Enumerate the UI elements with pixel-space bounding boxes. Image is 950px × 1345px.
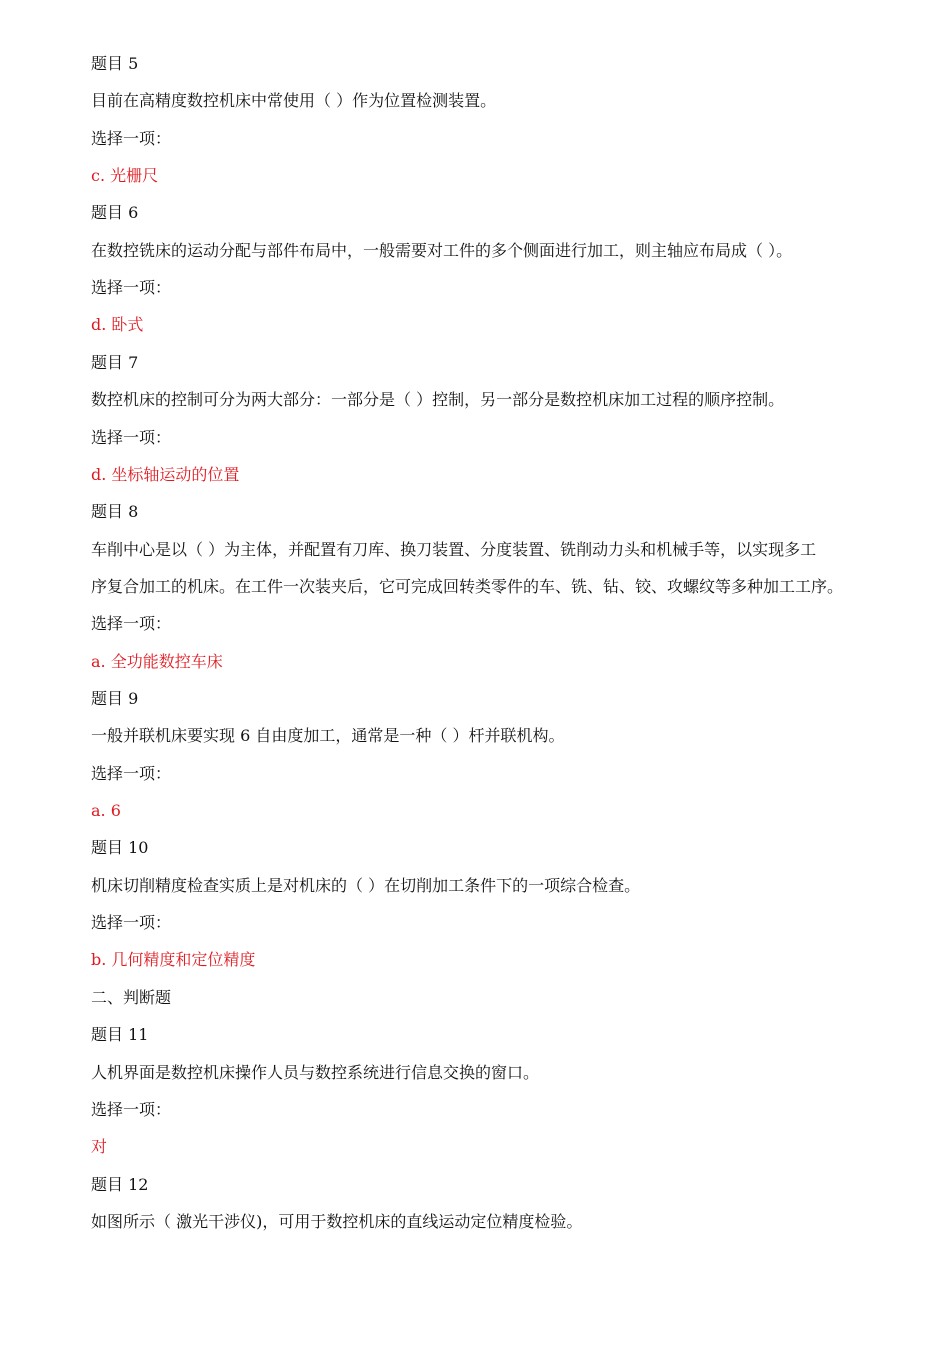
- answer-text: b. 几何精度和定位精度: [91, 950, 256, 970]
- answer-text: d. 卧式: [91, 315, 144, 335]
- question-text: 如图所示（ 激光干涉仪)，可用于数控机床的直线运动定位精度检验。: [91, 1211, 583, 1231]
- answer-text: d. 坐标轴运动的位置: [91, 464, 240, 484]
- choice-prompt: 选择一项：: [91, 128, 172, 148]
- question-number: 题目 12: [91, 1174, 149, 1194]
- choice-prompt: 选择一项：: [91, 763, 172, 783]
- question-text: 人机界面是数控机床操作人员与数控系统进行信息交换的窗口。: [91, 1062, 540, 1082]
- choice-prompt: 选择一项：: [91, 614, 172, 634]
- answer-text: c. 光栅尺: [91, 166, 159, 186]
- question-text: 数控机床的控制可分为两大部分：一部分是（ ）控制，另一部分是数控机床加工过程的顺序控制。: [91, 390, 785, 410]
- answer-text: 对: [91, 1137, 108, 1157]
- question-number: 题目 7: [91, 352, 139, 372]
- question-text: 机床切削精度检查实质上是对机床的（ ）在切削加工条件下的一项综合检查。: [91, 875, 641, 895]
- question-text: 车削中心是以（ ）为主体，并配置有刀库、换刀装置、分度装置、铣削动力头和机械手等，以实现多工: [91, 539, 817, 559]
- question-text: 在数控铣床的运动分配与部件布局中，一般需要对工件的多个侧面进行加工，则主轴应布局成（ ）。: [91, 240, 793, 260]
- question-number: 题目 6: [91, 203, 139, 223]
- choice-prompt: 选择一项：: [91, 427, 172, 447]
- answer-text: a. 全功能数控车床: [91, 651, 223, 671]
- choice-prompt: 选择一项：: [91, 913, 172, 933]
- section-heading: 二、判断题: [91, 987, 172, 1007]
- question-number: 题目 8: [91, 502, 139, 522]
- answer-text: a. 6: [91, 801, 121, 820]
- question-number: 题目 10: [91, 838, 149, 858]
- question-text: 目前在高精度数控机床中常使用（ ）作为位置检测装置。: [91, 91, 497, 111]
- question-number: 题目 9: [91, 689, 139, 708]
- question-text: 序复合加工的机床。在工件一次装夹后，它可完成回转类零件的车、铣、钻、铰、攻螺纹等多种加工工序。: [91, 576, 844, 596]
- question-number: 题目 5: [91, 54, 139, 73]
- question-text: 一般并联机床要实现 6 自由度加工，通常是一种（ ）杆并联机构。: [91, 726, 565, 746]
- choice-prompt: 选择一项：: [91, 1099, 172, 1119]
- choice-prompt: 选择一项：: [91, 278, 172, 298]
- question-number: 题目 11: [91, 1025, 149, 1045]
